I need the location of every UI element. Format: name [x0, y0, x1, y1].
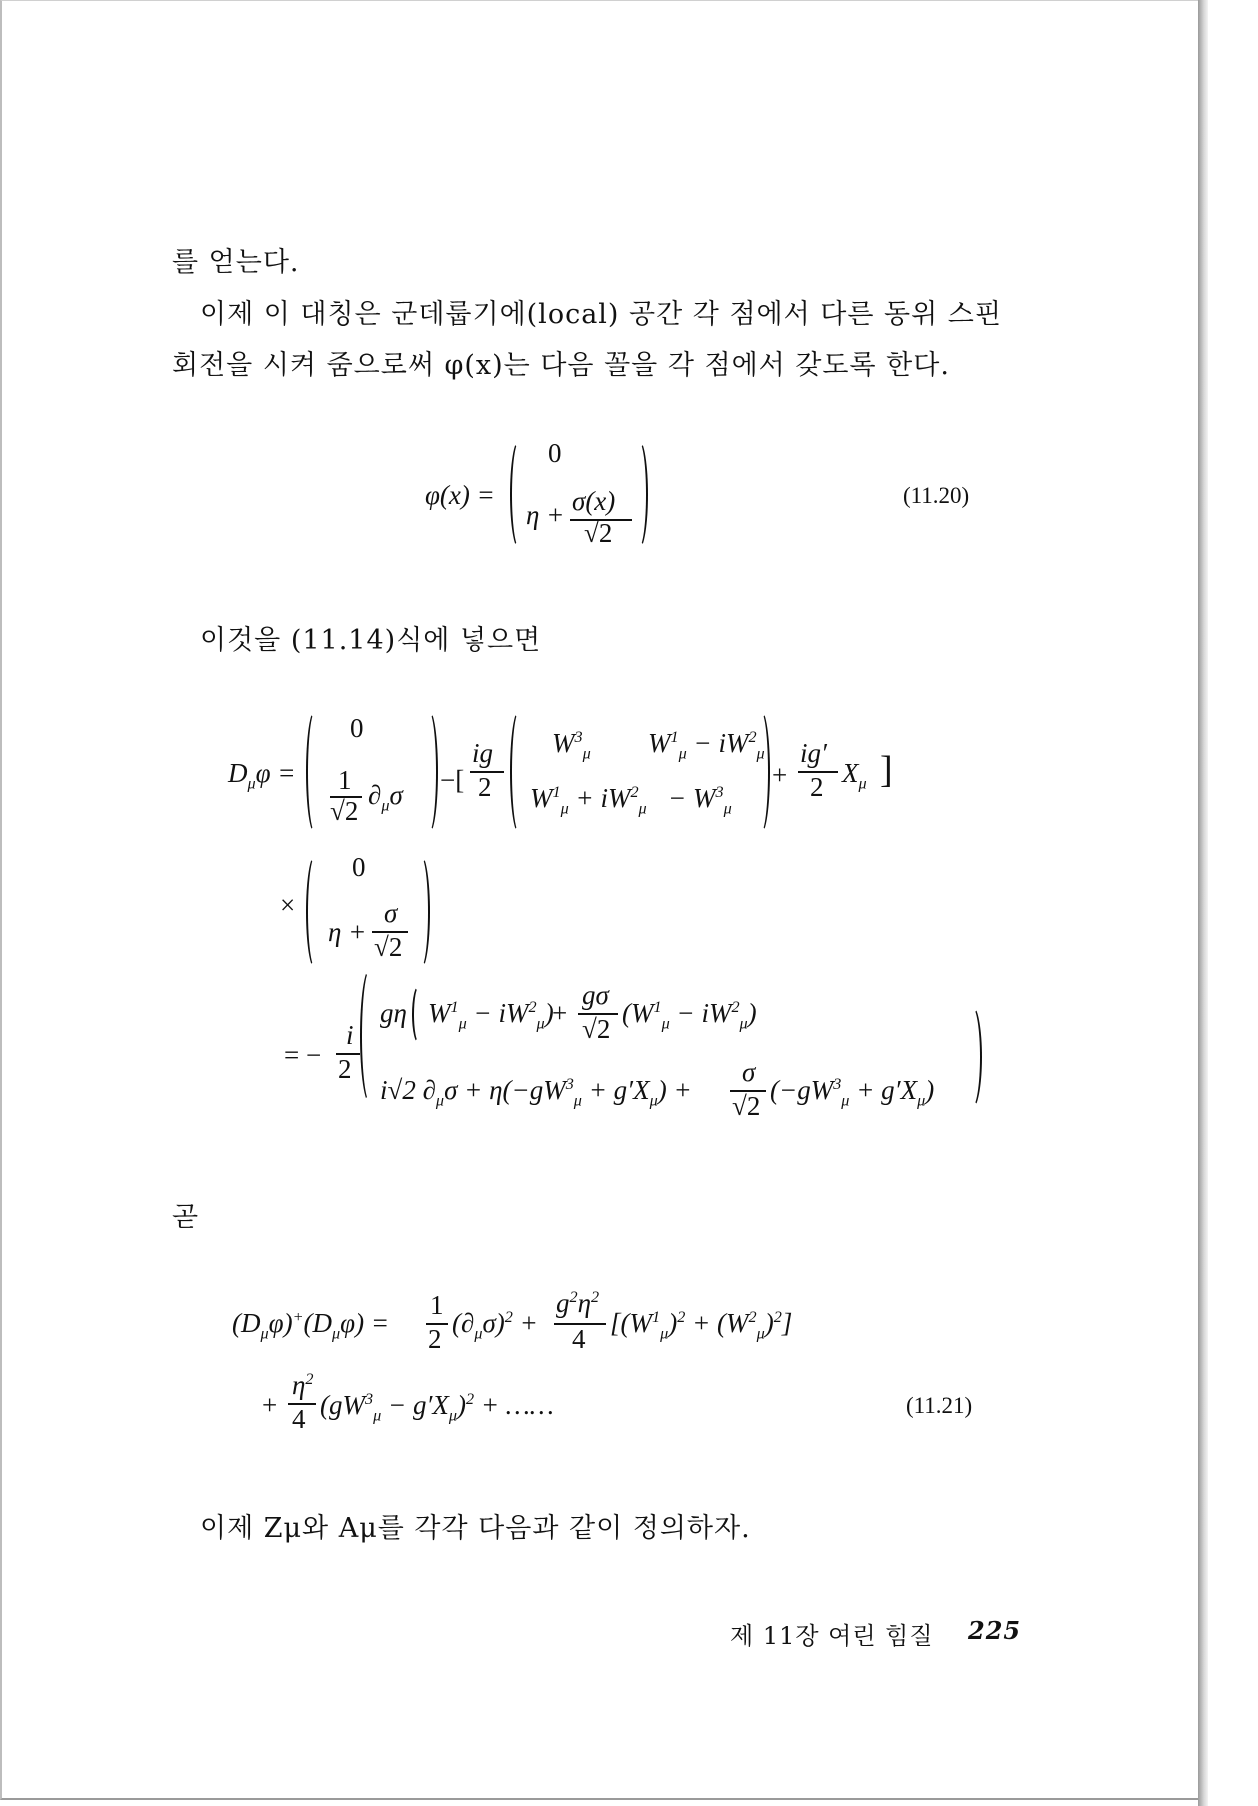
page-number: 225: [968, 1616, 1022, 1645]
equation-number-11-21: (11.21): [906, 1393, 973, 1418]
paragraph-4: 곧: [172, 1202, 200, 1233]
paragraph-5: 이제 Zμ와 Aμ를 각각 다음과 같이 정의하자.: [200, 1513, 751, 1544]
equation-number-11-20: (11.20): [903, 483, 970, 508]
running-footer-chapter: 제 11장 여린 힘질: [730, 1622, 934, 1650]
paragraph-2-line-2: 회전을 시켜 줌으로써 φ(x)는 다음 꼴을 각 점에서 갖도록 한다.: [172, 350, 950, 381]
paragraph-2-line-1: 이제 이 대칭은 군데룹기에(local) 공간 각 점에서 다른 동위 스핀: [200, 299, 1002, 330]
paragraph-3: 이것을 (11.14)식에 넣으면: [200, 625, 542, 656]
paragraph-1: 를 얻는다.: [172, 247, 300, 278]
page-shadow: [1198, 0, 1208, 1806]
